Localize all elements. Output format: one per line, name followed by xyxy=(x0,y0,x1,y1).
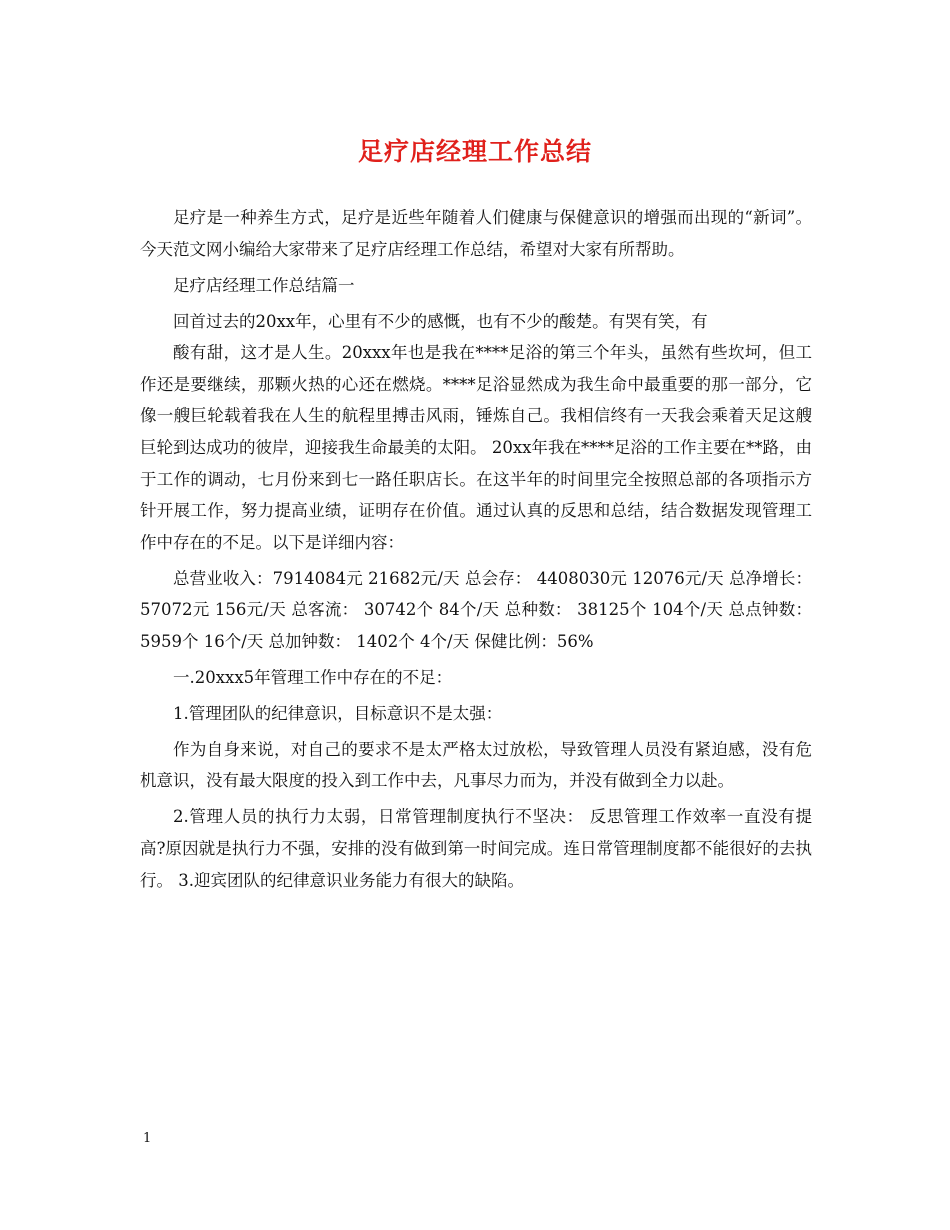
shortcomings-heading: 一.20xxx5年管理工作中存在的不足： xyxy=(173,667,453,687)
document-body xyxy=(140,202,812,901)
statistics-paragraph: 总营业收入：7914084元 21682元/天 总会存： 4408030元 12076元/天 总净增长： 57072元 156元/天 总客流： 30742个 84个/天 总种数： 38125个 104个/天 总点钟数： 5959个 16个/天 总加钟数： 1402个 4个/天 保健比例：56% xyxy=(140,568,812,651)
page-number: 1 xyxy=(143,1131,152,1146)
shortcoming-1-body: 作为自身来说，对自己的要求不是太严格太过放松，导致管理人员没有紧迫感，没有危机意识，没有最大限度的投入到工作中去，凡事尽力而为，并没有做到全力以赴。 xyxy=(140,739,812,791)
document-title: 足疗店经理工作总结 xyxy=(357,137,592,166)
shortcoming-1-heading: 1.管理团队的纪律意识，目标意识不是太强： xyxy=(173,703,503,723)
section-heading: 足疗店经理工作总结篇一 xyxy=(173,275,355,295)
shortcoming-2-body: 2.管理人员的执行力太弱，日常管理制度执行不坚决： 反思管理工作效率一直没有提高?原因就是执行力不强，安排的没有做到第一时间完成。连日常管理制度都不能很好的去执行。 3.迎宾团队的纪律意识业务能力有很大的缺陷。 xyxy=(140,807,812,890)
paragraph-review-start: 回首过去的20xx年，心里有不少的感慨，也有不少的酸楚。有哭有笑，有 xyxy=(173,311,708,331)
intro-paragraph: 足疗是一种养生方式，足疗是近些年随着人们健康与保健意识的增强而出现的“新词”。今天范文网小编给大家带来了足疗店经理工作总结，希望对大家有所帮助。 xyxy=(140,208,812,259)
paragraph-review-body: 酸有甜，这才是人生。20xxx年也是我在****足浴的第三个年头，虽然有些坎坷，但工作还是要继续，那颗火热的心还在燃烧。****足浴显然成为我生命中最重要的那一部分，它像一艘巨轮载着我在人生的航程里搏击风雨，锤炼自己。我相信终有一天我会乘着天足这艘巨轮到达成功的彼岸，迎接我生命最美的太阳。 20xx年我在****足浴的工作主要在**路，由于工作的调动，七月份来到七一路任职店长。在这半年的时间里完全按照总部的各项指示方针开展工作，努力提高业绩，证明存在价值。通过认真的反思和总结，结合数据发现管理工作中存在的不足。以下是详细内容： xyxy=(140,343,812,552)
